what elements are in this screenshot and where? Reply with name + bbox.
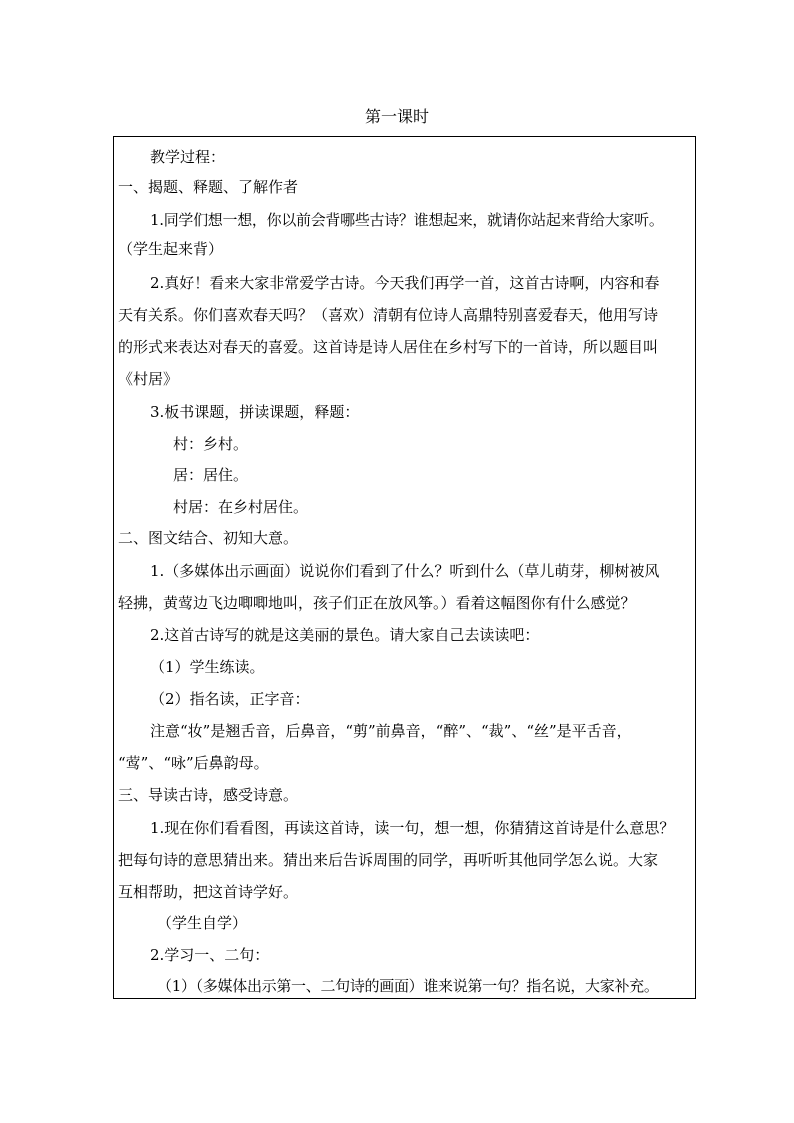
text-line: 居：居住。 — [173, 466, 249, 484]
text-line: 村居：在乡村居住。 — [173, 498, 309, 516]
text-line: 3.板书课题，拼读课题，释题： — [150, 403, 360, 421]
section-heading: 三、导读古诗，感受诗意。 — [118, 786, 299, 804]
text-line: 天有关系。你们喜欢春天吗？（喜欢）清朝有位诗人高鼎特别喜爱春天，他用写诗 — [118, 306, 659, 324]
text-line: “莺”、“咏”后鼻韵母。 — [118, 754, 269, 772]
text-line: 2.学习一、二句： — [150, 946, 270, 964]
text-line: 《村居》 — [118, 370, 179, 388]
text-line: 1.现在你们看看图，再读这首诗，读一句，想一想，你猜猜这首诗是什么意思？ — [150, 819, 675, 837]
section-heading: 二、图文结合、初知大意。 — [118, 529, 299, 547]
text-line: 注意“妆”是翘舌音，后鼻音，“剪”前鼻音，“醉”、“裁”、“丝”是平舌音， — [150, 722, 632, 740]
text-line: 互相帮助，把这首诗学好。 — [118, 883, 299, 901]
text-line: 村：乡村。 — [173, 435, 249, 453]
text-line: 把每句诗的意思猜出来。猜出来后告诉周围的同学，再听听其他同学怎么说。大家 — [118, 851, 659, 869]
text-line: 1.同学们想一想，你以前会背哪些古诗？谁想起来，就请你站起来背给大家听。 — [150, 211, 664, 229]
text-line: 2.这首古诗写的就是这美丽的景色。请大家自己去读读吧： — [150, 626, 540, 644]
text-line: （学生自学） — [157, 914, 248, 932]
text-line: （1）（多媒体出示第一、二句诗的画面）谁来说第一句？指名说，大家补充。 — [157, 977, 659, 995]
section-heading: 一、揭题、释题、了解作者 — [118, 178, 299, 196]
text-line: 轻拂，黄莺边飞边唧唧地叫，孩子们正在放风筝。）看着这幅图你有什么感觉？ — [118, 594, 636, 612]
text-line: 的形式来表达对春天的喜爱。这首诗是诗人居住在乡村写下的一首诗，所以题目叫 — [118, 338, 659, 356]
text-line: （学生起来背） — [118, 240, 224, 258]
text-line: 教学过程： — [150, 148, 226, 166]
page-title: 第一课时 — [364, 107, 429, 126]
text-line: （2）指名读，正字音： — [150, 690, 310, 708]
text-line: （1）学生练读。 — [150, 658, 265, 676]
text-line: 1.（多媒体出示画面）说说你们看到了什么？听到什么（草儿萌芽，柳树被风 — [150, 562, 660, 580]
text-line: 2.真好！看来大家非常爱学古诗。今天我们再学一首，这首古诗啊，内容和春 — [150, 274, 660, 292]
